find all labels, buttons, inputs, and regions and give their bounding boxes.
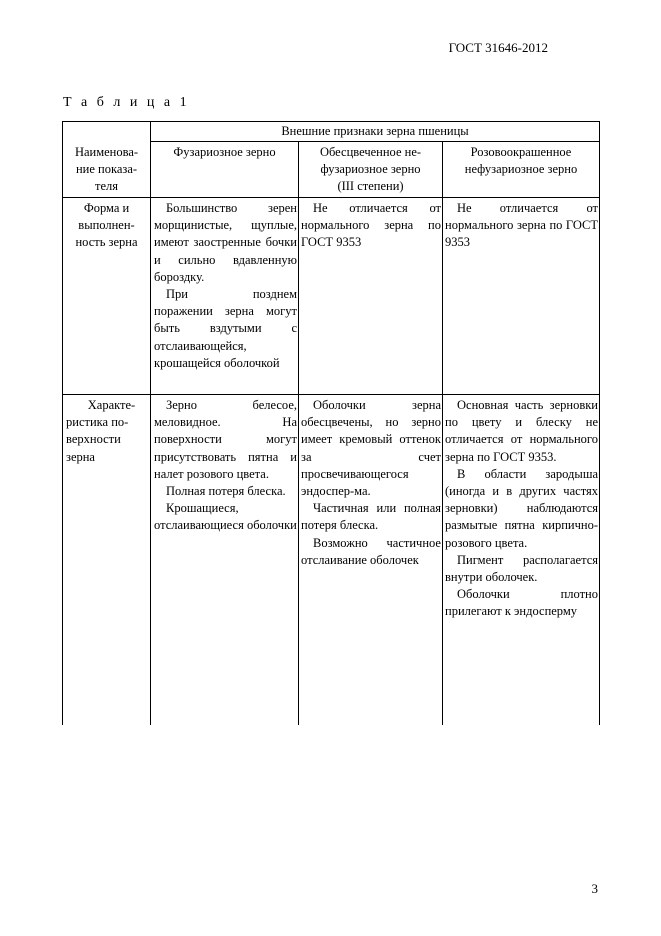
row1-indicator-cell	[63, 200, 150, 252]
table-border-row1-bottom	[62, 394, 600, 395]
row2-indicator-cell	[63, 397, 150, 466]
table-border-header-bottom	[62, 197, 600, 198]
row2-fusarium-paragraph: Крошащиеся, отслаивающиеся оболочки	[154, 501, 297, 533]
row1-fusarium-paragraph: Большинство зерен морщинистые, щуплые, имеют заостренные бочки и сильно вдавленную бороздку.	[154, 201, 297, 284]
header-fusarium-text: Фузариозное зерно	[173, 145, 276, 159]
header-indicator-line: Наименова-	[74, 145, 139, 159]
row1-fusarium-cell	[151, 200, 298, 372]
header-pink-cell	[443, 144, 599, 178]
table-caption: Т а б л и ц а 1	[63, 95, 190, 110]
header-fusarium-cell	[151, 144, 298, 161]
table-border-right	[599, 121, 600, 725]
row2-indicator-line: зерна	[66, 449, 95, 464]
header-discolored-cell	[299, 144, 442, 196]
row1-pink-cell	[443, 200, 599, 252]
header-discolored-line: Обесцвеченное не-	[319, 145, 422, 159]
page-number: 3	[591, 881, 598, 896]
row2-discolored-cell	[299, 397, 442, 569]
row2-indicator-line: ристика по-	[66, 415, 129, 430]
header-indicator-cell	[63, 144, 150, 196]
header-discolored-line: фузариозное зерно	[320, 162, 421, 177]
row1-discolored-cell	[299, 200, 442, 252]
row2-pink-paragraph: Пигмент располагается внутри оболочек.	[445, 552, 598, 585]
row1-discolored-paragraph: Не отличается от нормального зерна по ГОСТ 9353	[301, 201, 441, 250]
table-border-top	[62, 121, 600, 122]
group-header-cell	[151, 123, 599, 140]
row1-indicator-line: Форма и	[83, 201, 130, 215]
row2-discolored-paragraph: Оболочки зерна обесцвечены, но зерно имеет кремовый оттенок за счет просвечивающегося эндоспер-ма.	[301, 398, 441, 499]
row2-discolored-paragraph: Частичная или полная потеря блеска.	[301, 501, 441, 533]
row1-pink-paragraph: Не отличается от нормального зерна по ГОСТ 9353	[445, 201, 598, 250]
row1-indicator-line: выполнен-	[78, 218, 135, 233]
document-code: ГОСТ 31646-2012	[448, 40, 548, 55]
row2-fusarium-paragraph: Зерно белесое, меловидное. На поверхности могут присутствовать пятна и налет розового цвета.	[154, 398, 297, 481]
header-pink-line: Розовоокрашенное	[470, 145, 572, 159]
row2-pink-paragraph: Оболочки плотно прилегают к эндосперму	[445, 587, 598, 619]
header-discolored-line: (III степени)	[337, 179, 404, 194]
properties-table	[62, 121, 600, 725]
header-indicator-line: ние показа-	[75, 162, 138, 177]
row2-pink-paragraph: Основная часть зерновки по цвету и блеску не отличается от нормального зерна по ГОСТ 9353.	[445, 398, 598, 464]
header-indicator-line: теля	[95, 179, 118, 194]
row1-indicator-line: ность зерна	[75, 235, 138, 250]
row2-fusarium-cell	[151, 397, 298, 535]
row2-discolored-paragraph: Возможно частичное отслаивание оболочек	[301, 535, 441, 567]
table-border-group-header	[150, 141, 600, 142]
row2-fusarium-paragraph: Полная потеря блеска.	[166, 484, 286, 499]
row2-pink-paragraph: В области зародыша (иногда и в других частях зерновки) наблюдаются размытые пятна кирпично-розового цвета.	[445, 466, 598, 550]
header-pink-line: нефузариозное зерно	[464, 162, 578, 177]
row2-indicator-line: Характе-	[87, 398, 136, 412]
row1-fusarium-paragraph: При позднем поражении зерна могут быть вздутыми с отслаивающейся, крошащейся оболочкой	[154, 287, 297, 370]
row2-pink-cell	[443, 397, 599, 621]
row2-indicator-line: верхности	[66, 432, 121, 447]
group-header-text: Внешние признаки зерна пшеницы	[281, 124, 469, 138]
